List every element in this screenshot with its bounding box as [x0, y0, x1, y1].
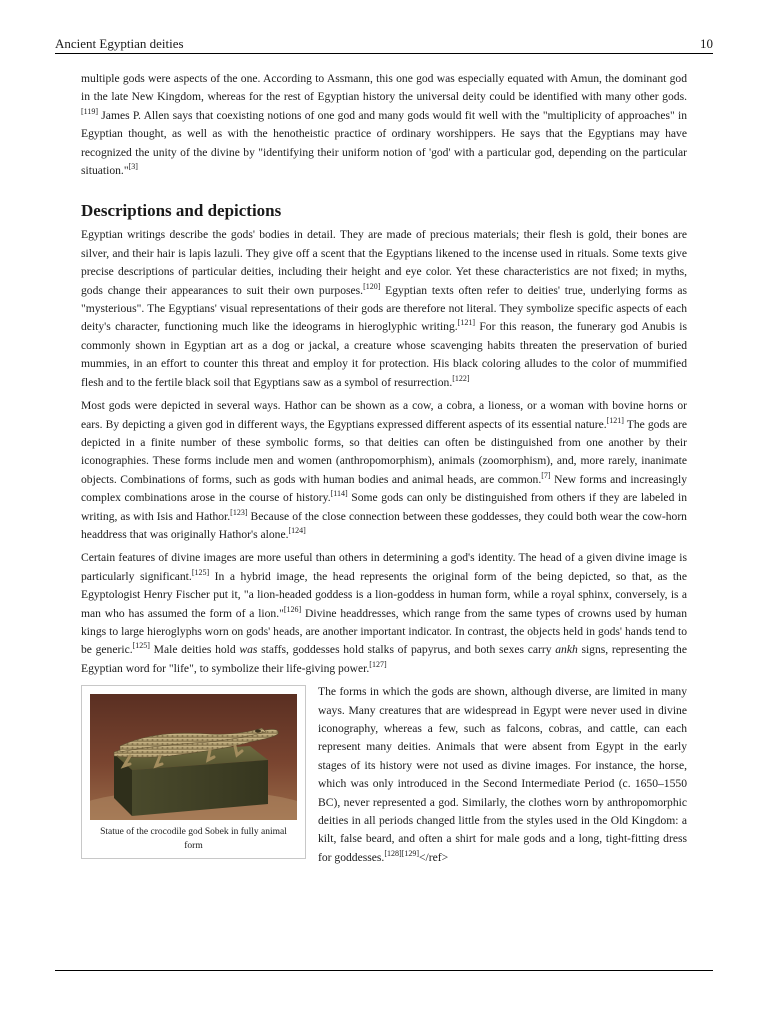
running-header-title: Ancient Egyptian deities — [55, 36, 184, 51]
para1-text-2: Egyptian texts often refer to deities' true, underlying forms as "mysterious". The Egyptians' visual representations of their gods are therefore not literal. They symbolize specific aspects of each deity's character, functioning much like the ideograms in hieroglyphic writing. — [81, 283, 687, 334]
intro-text-1: multiple gods were aspects of the one. According to Assmann, this one god was especially equated with Amun, the dominant god in the late New Kingdom, whereas for the rest of Egyptian history the universal deity could be identified with many other gods. — [81, 72, 687, 104]
citation-114[interactable]: [114] — [330, 489, 348, 499]
citation-124[interactable]: [124] — [288, 525, 306, 535]
citation-120[interactable]: [120] — [363, 281, 381, 291]
citation-126[interactable]: [126] — [283, 604, 302, 614]
paragraph-bodies — [81, 226, 687, 392]
para4-text-1: The forms in which the gods are shown, although diverse, are limited in many ways. Many creatures that are widespread in Egypt were never used in divine iconography, whereas a few, such as falcons, cobras, and cattle, can each represent many deities. Animals that were absent from Egypt in the early stages of its history were not used as divine images. For instance, the horse, which was only introduced in the Second Intermediate Period (c. 1650–1550 BC), never represented a god. Similarly, the clothes worn by anthropomorphic deities in all periods changed little from the styles used in the Old Kingdom: a kilt, false beard, and often a shirt for male gods and a long, tight-fitting dress for goddesses. — [318, 685, 687, 864]
section-heading: Descriptions and depictions — [81, 201, 282, 221]
paragraph-features — [81, 549, 687, 678]
term-was: was — [239, 643, 258, 657]
sobek-statue-image — [90, 694, 297, 820]
para3-text-6: signs, representing the Egyptian word for "life", to symbolize their life-giving power. — [81, 643, 687, 675]
para2-text-2: The gods are depicted in a finite number of these symbolic forms, so that deities can often be distinguished from one another by their iconographies. These forms include men and women (anthropomorphism), animals (zoomorphism), and, more rarely, inanimate objects. Combinations of forms, such as gods with human bodies and animal heads, are common. — [81, 417, 687, 486]
citation-121b[interactable]: [121] — [606, 415, 624, 425]
para2-text-4: Some gods can only be distinguished from others if they are labeled in writing, as with Isis and Hathor. — [81, 491, 688, 523]
figure-caption: Statue of the crocodile god Sobek in fully animal form — [100, 827, 287, 852]
citation-122[interactable]: [122] — [452, 373, 470, 383]
para2-text-5: Because of the close connection between these goddesses, they could both wear the cow-horn headdress that was originally Hathor's alone. — [81, 509, 687, 541]
para3-text-5: staffs, goddesses hold stalks of papyrus, and both sexes carry — [257, 643, 556, 657]
citation-119[interactable]: [119] — [81, 106, 99, 116]
citation-125[interactable]: [125] — [191, 567, 210, 577]
para2-text-3: New forms and increasingly complex combinations arose in the course of history. — [81, 472, 687, 505]
paragraph-forms — [81, 397, 687, 544]
citation-129[interactable]: [129] — [401, 848, 419, 858]
para3-text-4: Male deities hold — [149, 643, 240, 657]
para3-text-1: Certain features of divine images are more useful than others in determining a god's identity. The head of a given divine image is particularly significant. — [81, 551, 687, 583]
citation-7[interactable]: [7] — [541, 470, 551, 480]
term-ankh: ankh — [555, 643, 578, 657]
citation-125b[interactable]: [125] — [132, 641, 150, 651]
page-number: 10 — [700, 36, 713, 51]
article-body — [81, 70, 687, 872]
citation-3[interactable]: [3] — [128, 162, 138, 172]
running-header — [55, 33, 713, 54]
sobek-figure — [81, 685, 306, 859]
para1-text-3: For this reason, the funerary god Anubis is commonly shown in Egyptian art as a dog or jackal, a creature whose scavenging habits threaten the preservation of buried mummies, in an effort to counter this threat and employ it for protection. His black coloring alludes to the color of mummified flesh and to the fertile black soil that Egyptians saw as a symbol of resurrection. — [81, 320, 688, 389]
para1-text-1: Egyptian writings describe the gods' bodies in detail. They are made of precious materials; their flesh is gold, their bones are silver, and their hair is lapis lazuli. They give off a scent that the Egyptians likened to the incense used in rituals. Some texts give precise descriptions of particular deities, including their height and eye color. Yet these characteristics are not fixed; in myths, gods change their appearances to suit their own purposes. — [81, 228, 687, 297]
para3-text-3: Divine headdresses, which range from the same types of crowns used by human kings to large hieroglyphs worn on gods' heads, are another important indicator. In contrast, the objects held in gods' hands tend to be generic. — [81, 606, 687, 657]
para2-text-1: Most gods were depicted in several ways. Hathor can be shown as a cow, a cobra, a lioness, or a woman with bovine horns or ears. By depicting a given god in different ways, the Egyptians expressed different aspects of its essential nature. — [81, 399, 687, 431]
intro-paragraph — [81, 70, 687, 180]
footer-rule — [55, 970, 713, 971]
stray-ref-tag: </ref> — [419, 850, 449, 864]
intro-text-2: James P. Allen says that coexisting notions of one god and many gods would fit well with the "multiplicity of approaches" in Egyptian thought, as well as with the henotheistic practice of ordinary worshippers. He says that the Egyptians may have recognized the unity of the divine by "identifying their uniform notion of 'god' with a particular god, depending on the particular situation." — [81, 108, 687, 178]
para3-text-2: In a hybrid image, the head represents the original form of the being depicted, so that, as the Egyptologist Henry Fischer put it, "a lion-headed goddess is a lion-goddess in human form, while a royal sphinx, conversely, is a man who has assumed the form of a lion." — [81, 569, 687, 620]
citation-127[interactable]: [127] — [369, 659, 387, 669]
citation-123[interactable]: [123] — [230, 507, 248, 517]
citation-128[interactable]: [128] — [384, 848, 402, 858]
citation-121[interactable]: [121] — [457, 318, 475, 328]
